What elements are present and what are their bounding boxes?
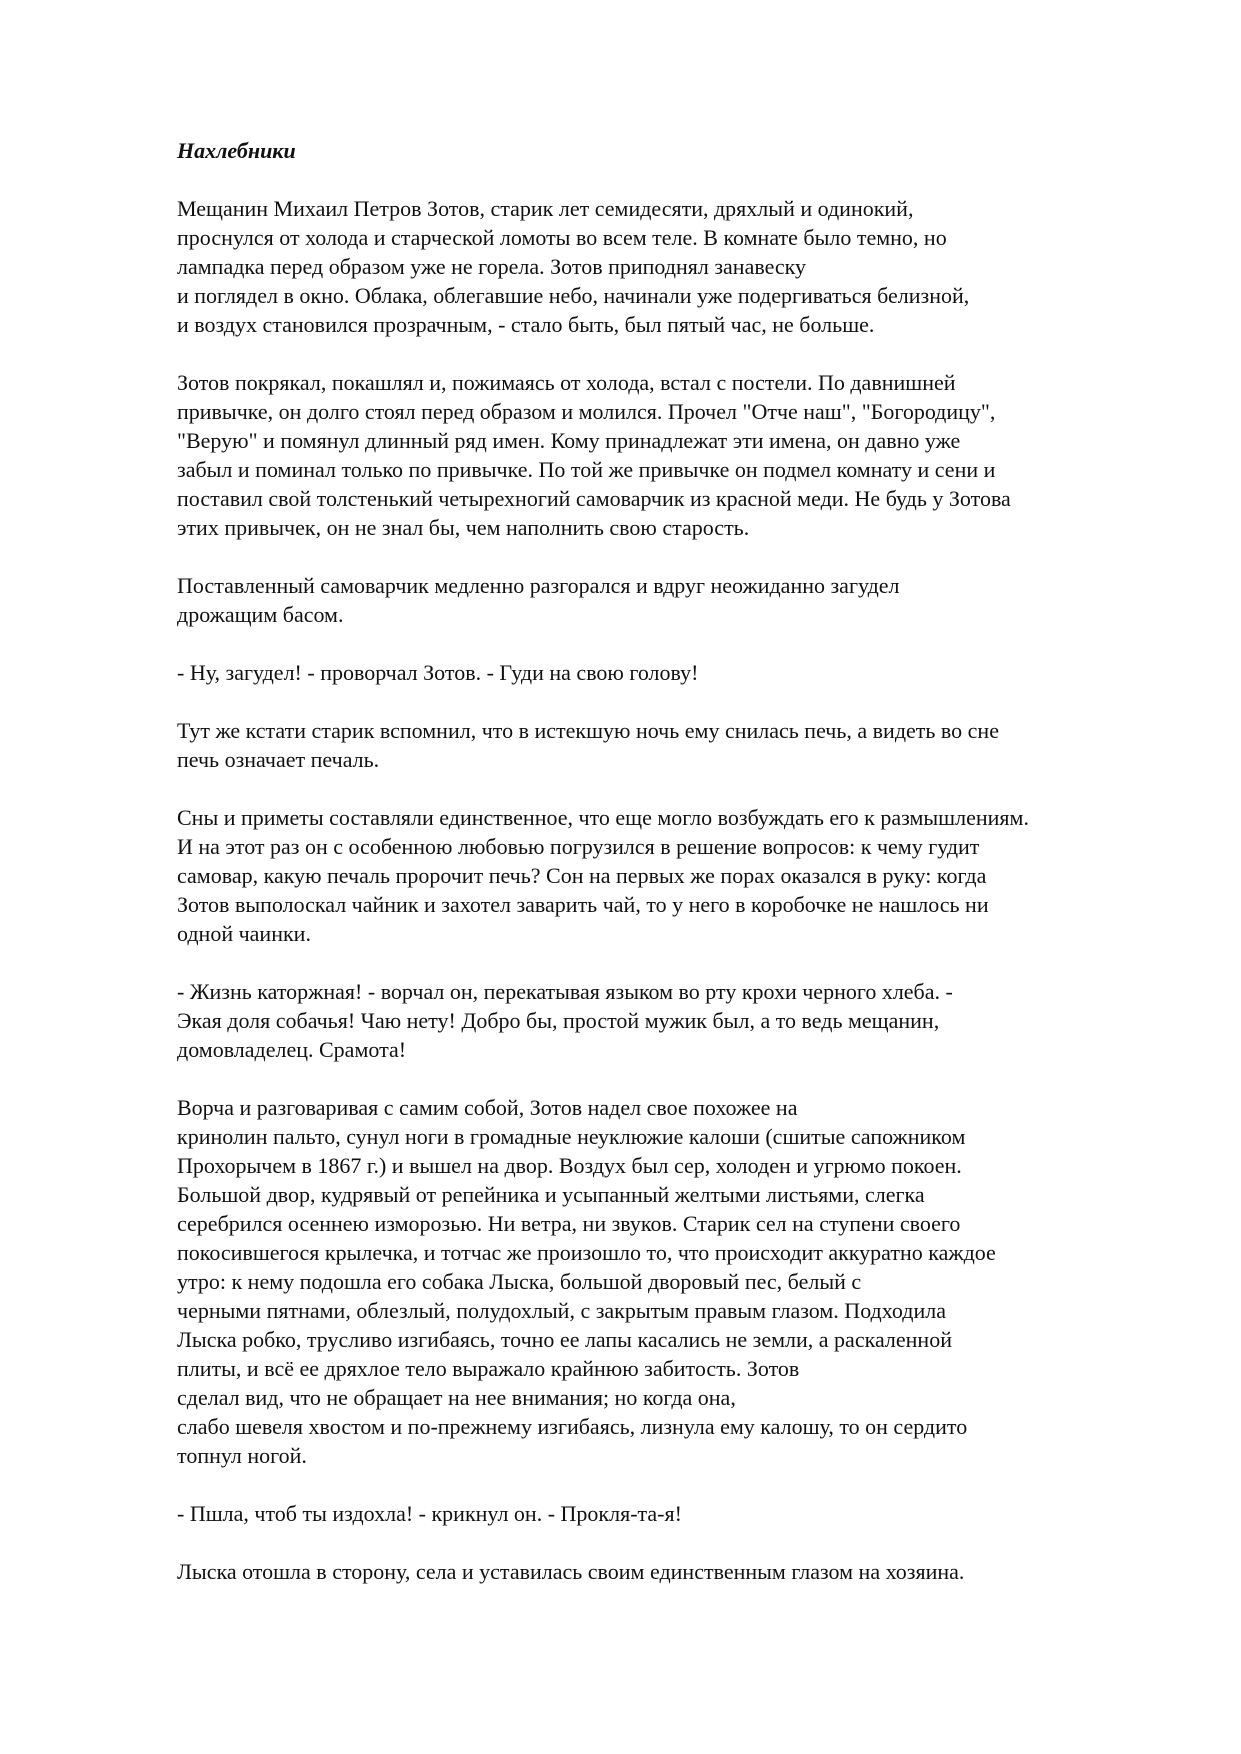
text-line: слабо шевеля хвостом и по-прежнему изгибаясь, лизнула ему калошу, то он сердито	[177, 1414, 968, 1439]
text-line: поставил свой толстенький четырехногий самоварчик из красной меди. Не будь у Зотова	[177, 486, 1011, 511]
text-line: и поглядел в окно. Облака, облегавшие небо, начинали уже подергиваться белизной,	[177, 283, 970, 308]
text-line: забыл и поминал только по привычке. По той же привычке он подмел комнату и сени и	[177, 457, 996, 482]
text-line: одной чаинки.	[177, 921, 311, 946]
text-line: Сны и приметы составляли единственное, что еще могло возбуждать его к размышлениям.	[177, 805, 1029, 830]
text-line: - Жизнь каторжная! - ворчал он, перекатывая языком во рту крохи черного хлеба. -	[177, 979, 953, 1004]
text-line: привычке, он долго стоял перед образом и молился. Прочел "Отче наш", "Богородицу",	[177, 399, 996, 424]
text-line: Ворча и разговаривая с самим собой, Зотов надел свое похожее на	[177, 1095, 798, 1120]
text-line: - Ну, загудел! - проворчал Зотов. - Гуди на свою голову!	[177, 660, 699, 685]
document-title: Нахлебники	[177, 138, 296, 163]
text-line: сделал вид, что не обращает на нее внимания; но когда она,	[177, 1385, 736, 1410]
text-line: лампадка перед образом уже не горела. Зотов приподнял занавеску	[177, 254, 807, 279]
text-line: Зотов покрякал, покашлял и, пожимаясь от холода, встал с постели. По давнишней	[177, 370, 956, 395]
text-line: дрожащим басом.	[177, 602, 344, 627]
text-line: Мещанин Михаил Петров Зотов, старик лет семидесяти, дряхлый и одинокий,	[177, 196, 914, 221]
text-line: и воздух становился прозрачным, - стало быть, был пятый час, не больше.	[177, 312, 875, 337]
text-line: покосившегося крылечка, и тотчас же произошло то, что происходит аккуратно каждое	[177, 1240, 996, 1265]
text-line: И на этот раз он с особенною любовью погрузился в решение вопросов: к чему гудит	[177, 834, 980, 859]
paragraph	[177, 368, 1177, 542]
text-line: серебрился осеннею изморозью. Ни ветра, ни звуков. Старик сел на ступени своего	[177, 1211, 961, 1236]
text-line: самовар, какую печаль пророчит печь? Сон на первых же порах оказался в руку: когда	[177, 863, 987, 888]
text-line: печь означает печаль.	[177, 747, 380, 772]
text-line: Зотов выполоскал чайник и захотел заварить чай, то у него в коробочке не нашлось ни	[177, 892, 989, 917]
paragraph	[177, 194, 1177, 339]
paragraph	[177, 1093, 1177, 1470]
paragraph	[177, 803, 1177, 948]
text-line: "Верую" и помянул длинный ряд имен. Кому принадлежат эти имена, он давно уже	[177, 428, 961, 453]
text-line: домовладелец. Срамота!	[177, 1037, 407, 1062]
text-line: Экая доля собачья! Чаю нету! Добро бы, простой мужик был, а то ведь мещанин,	[177, 1008, 940, 1033]
text-line: утро: к нему подошла его собака Лыска, большой дворовый пес, белый с	[177, 1269, 862, 1294]
text-line: Поставленный самоварчик медленно разгорался и вдруг неожиданно загудел	[177, 573, 900, 598]
paragraph	[177, 977, 1177, 1064]
paragraph	[177, 1499, 1177, 1528]
text-line: Тут же кстати старик вспомнил, что в истекшую ночь ему снилась печь, а видеть во сне	[177, 718, 999, 743]
paragraph	[177, 658, 1177, 687]
paragraph	[177, 1557, 1177, 1586]
text-line: Большой двор, кудрявый от репейника и усыпанный желтыми листьями, слегка	[177, 1182, 925, 1207]
text-line: этих привычек, он не знал бы, чем наполнить свою старость.	[177, 515, 750, 540]
text-line: плиты, и всё ее дряхлое тело выражало крайнюю забитость. Зотов	[177, 1356, 800, 1381]
text-line: Прохорычем в 1867 г.) и вышел на двор. Воздух был сер, холоден и угрюмо покоен.	[177, 1153, 962, 1178]
document-body	[177, 136, 1177, 1615]
paragraph	[177, 716, 1177, 774]
text-line: кринолин пальто, сунул ноги в громадные неуклюжие калоши (сшитые сапожником	[177, 1124, 966, 1149]
text-line: Лыска отошла в сторону, села и уставилась своим единственным глазом на хозяина.	[177, 1559, 965, 1584]
text-line: проснулся от холода и старческой ломоты во всем теле. В комнате было темно, но	[177, 225, 947, 250]
paragraph	[177, 571, 1177, 629]
text-line: топнул ногой.	[177, 1443, 307, 1468]
text-line: черными пятнами, облезлый, полудохлый, с закрытым правым глазом. Подходила	[177, 1298, 946, 1323]
text-line: Лыска робко, трусливо изгибаясь, точно ее лапы касались не земли, а раскаленной	[177, 1327, 952, 1352]
text-line: - Пшла, чтоб ты издохла! - крикнул он. - Прокля-та-я!	[177, 1501, 682, 1526]
